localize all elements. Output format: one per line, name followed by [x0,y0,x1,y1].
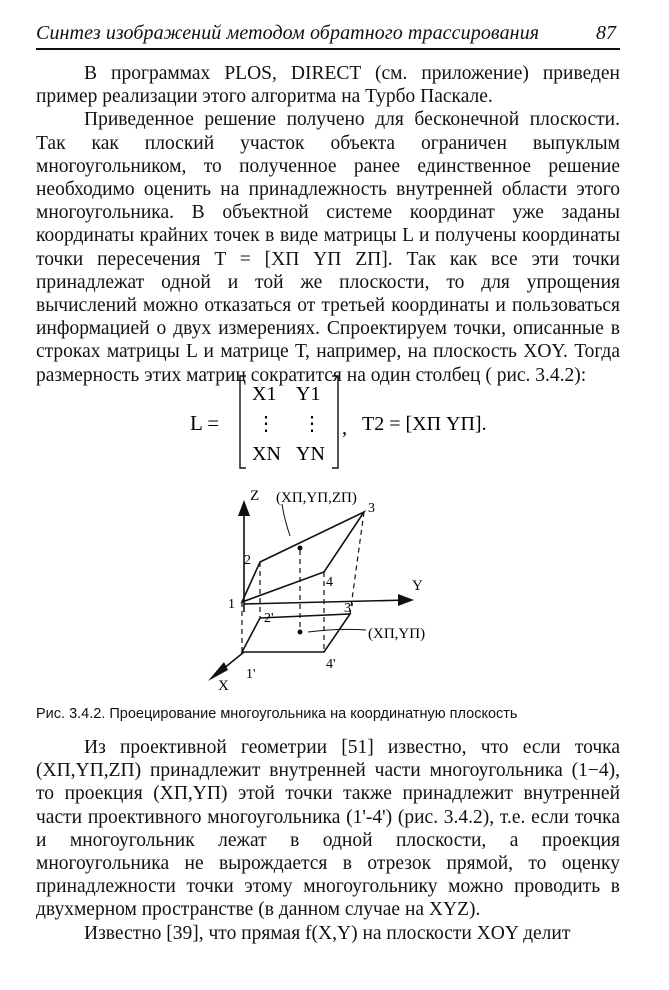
matrix-cell-x1: X1 [252,383,277,405]
matrix-cell-xn: XN [252,443,281,465]
matrix-right-bracket [332,376,338,468]
projected-vertex-label-3: 3' [344,601,354,616]
projected-vertex-label-1: 1' [246,667,256,682]
running-header-title: Синтез изображений методом обратного трассирования [36,22,540,44]
paragraph-line-divides: Известно [39], что прямая f(X,Y) на плоскости XOY делит [84,922,571,944]
matrix-formula [186,368,506,476]
header-rule [36,48,620,50]
body-text-bottom [36,736,620,945]
body-text-top [36,62,620,387]
axis-label-x: X [218,678,229,692]
matrix-cell-vdots-2: ⋮ [302,413,322,435]
projection-label: (XП,YП) [368,626,426,642]
projected-vertex-label-2: 2' [264,611,274,626]
formula-comma: , [342,417,347,439]
polygon-1-4 [242,512,364,602]
formula-t2: T2 = [XП YП]. [362,413,487,435]
matrix-left-bracket [240,376,246,468]
page-number: 87 [596,22,616,44]
vertex-label-1: 1 [228,597,235,612]
projector-3 [350,512,364,614]
point-leader [282,504,290,536]
axis-label-y: Y [412,578,423,594]
vertex-label-3: 3 [368,501,375,516]
y-axis-arrow [398,594,414,606]
paragraph-programs: В программах PLOS, DIRECT (см. приложение) приведен пример реализации этого алгоритма на Турбо Паскале. [36,63,620,108]
intersection-point [298,546,303,551]
paragraph-projective-geometry: Из проективной геометрии [51] известно, что если точка (XП,YП,ZП) принадлежит внутренней части многоугольника (1−4), то проекция (XП,YП) этой точки также принадлежит внутренней части проективного многоугольника (1'-4') (рис. 3.4.2), т.е. если точка и многоугольник лежат в одной плоскости, а проекция многоугольника не вырождается в отрезок прямой, то оценку принадлежности точки этому многоугольнику можно проводить в двухмерном пространстве (в данном случае на XYZ). [36,737,620,921]
vertex-label-2: 2 [244,553,251,568]
projection-figure [200,482,470,692]
projected-point [298,630,303,635]
figure-caption: Рис. 3.4.2. Проецирование многоугольника на координатную плоскость [36,706,518,722]
y-axis [244,600,408,604]
formula-lhs: L = [190,411,220,435]
axis-label-z: Z [250,488,260,504]
projected-vertex-label-4: 4' [326,657,336,672]
matrix-cell-vdots-1: ⋮ [256,413,276,435]
z-axis-arrow [238,500,250,516]
paragraph-projection: Приведенное решение получено для бесконечной плоскости. Так как плоский участок объекта ограничен выпуклым многоугольником, то полученное ранее единственное решение необходимо оценить на принадлежность внутренней области этого многоугольника. В объектной системе координат уже заданы координаты крайних точек в виде матрицы L и получены координаты точки пересечения T = [XП YП ZП]. Так как все эти точки принадлежат одной и той же плоскости, то для упрощения вычислений можно отказаться от третьей координаты и пользоваться информацией о двух измерениях. Спроектируем точки, описанные в строках матрицы L и матрице Т, например, на плоскость XOY. Тогда размерность этих матриц сократится на один столбец ( рис. 3.4.2): [36,109,620,386]
point-label: (XП,YП,ZП) [276,490,357,506]
vertex-label-4: 4 [326,575,333,590]
running-header [36,20,620,50]
projected-polygon [242,614,350,652]
matrix-cell-y1: Y1 [296,383,321,405]
matrix-cell-yn: YN [296,443,325,465]
